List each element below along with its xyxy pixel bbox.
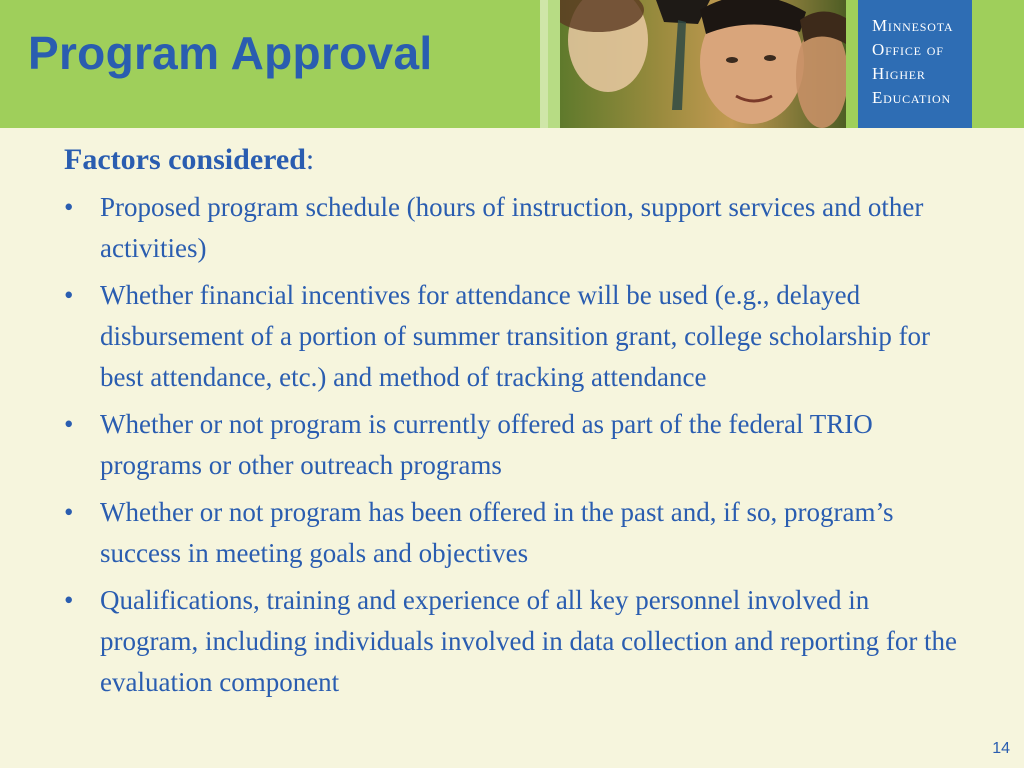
bullet-icon: • bbox=[64, 280, 74, 310]
list-item bbox=[64, 580, 964, 703]
section-heading-text: Factors considered bbox=[64, 143, 306, 176]
slide-body bbox=[64, 140, 964, 709]
header-banner bbox=[0, 0, 1024, 128]
list-item-text: Whether or not program has been offered in the past and, if so, program’s success in meeting goals and objectives bbox=[100, 497, 894, 568]
list-item-text: Whether financial incentives for attendance will be used (e.g., delayed disbursement of a portion of summer transition grant, college scholarship for best attendance, etc.) and method of tracking attendance bbox=[100, 280, 931, 392]
list-item bbox=[64, 492, 964, 574]
list-item-text: Qualifications, training and experience of all key personnel involved in program, including individuals involved in data collection and reporting for the evaluation component bbox=[100, 585, 958, 697]
graduates-photo-illustration bbox=[560, 0, 846, 128]
logo-line: Minnesota bbox=[872, 16, 954, 35]
logo-line: Higher bbox=[872, 64, 926, 83]
graduates-photo bbox=[560, 0, 846, 128]
decorative-stripe bbox=[548, 0, 560, 128]
bullet-icon: • bbox=[64, 497, 74, 527]
decorative-stripe bbox=[540, 0, 548, 128]
slide-title: Program Approval bbox=[28, 27, 433, 79]
section-heading-colon: : bbox=[305, 143, 315, 176]
logo-text bbox=[872, 14, 953, 110]
list-item bbox=[64, 187, 964, 269]
bullet-icon: • bbox=[64, 409, 74, 439]
logo-line: Office of bbox=[872, 40, 944, 59]
factors-list bbox=[64, 187, 964, 703]
bullet-icon: • bbox=[64, 192, 74, 222]
list-item-text: Proposed program schedule (hours of instruction, support services and other activities) bbox=[100, 192, 924, 263]
logo-line: Education bbox=[872, 88, 951, 107]
list-item bbox=[64, 404, 964, 486]
list-item-text: Whether or not program is currently offered as part of the federal TRIO programs or other outreach programs bbox=[100, 409, 873, 480]
list-item bbox=[64, 275, 964, 398]
mohe-logo bbox=[858, 0, 972, 128]
bullet-icon: • bbox=[64, 585, 74, 615]
page-number: 14 bbox=[992, 740, 1010, 757]
section-heading bbox=[64, 140, 964, 180]
